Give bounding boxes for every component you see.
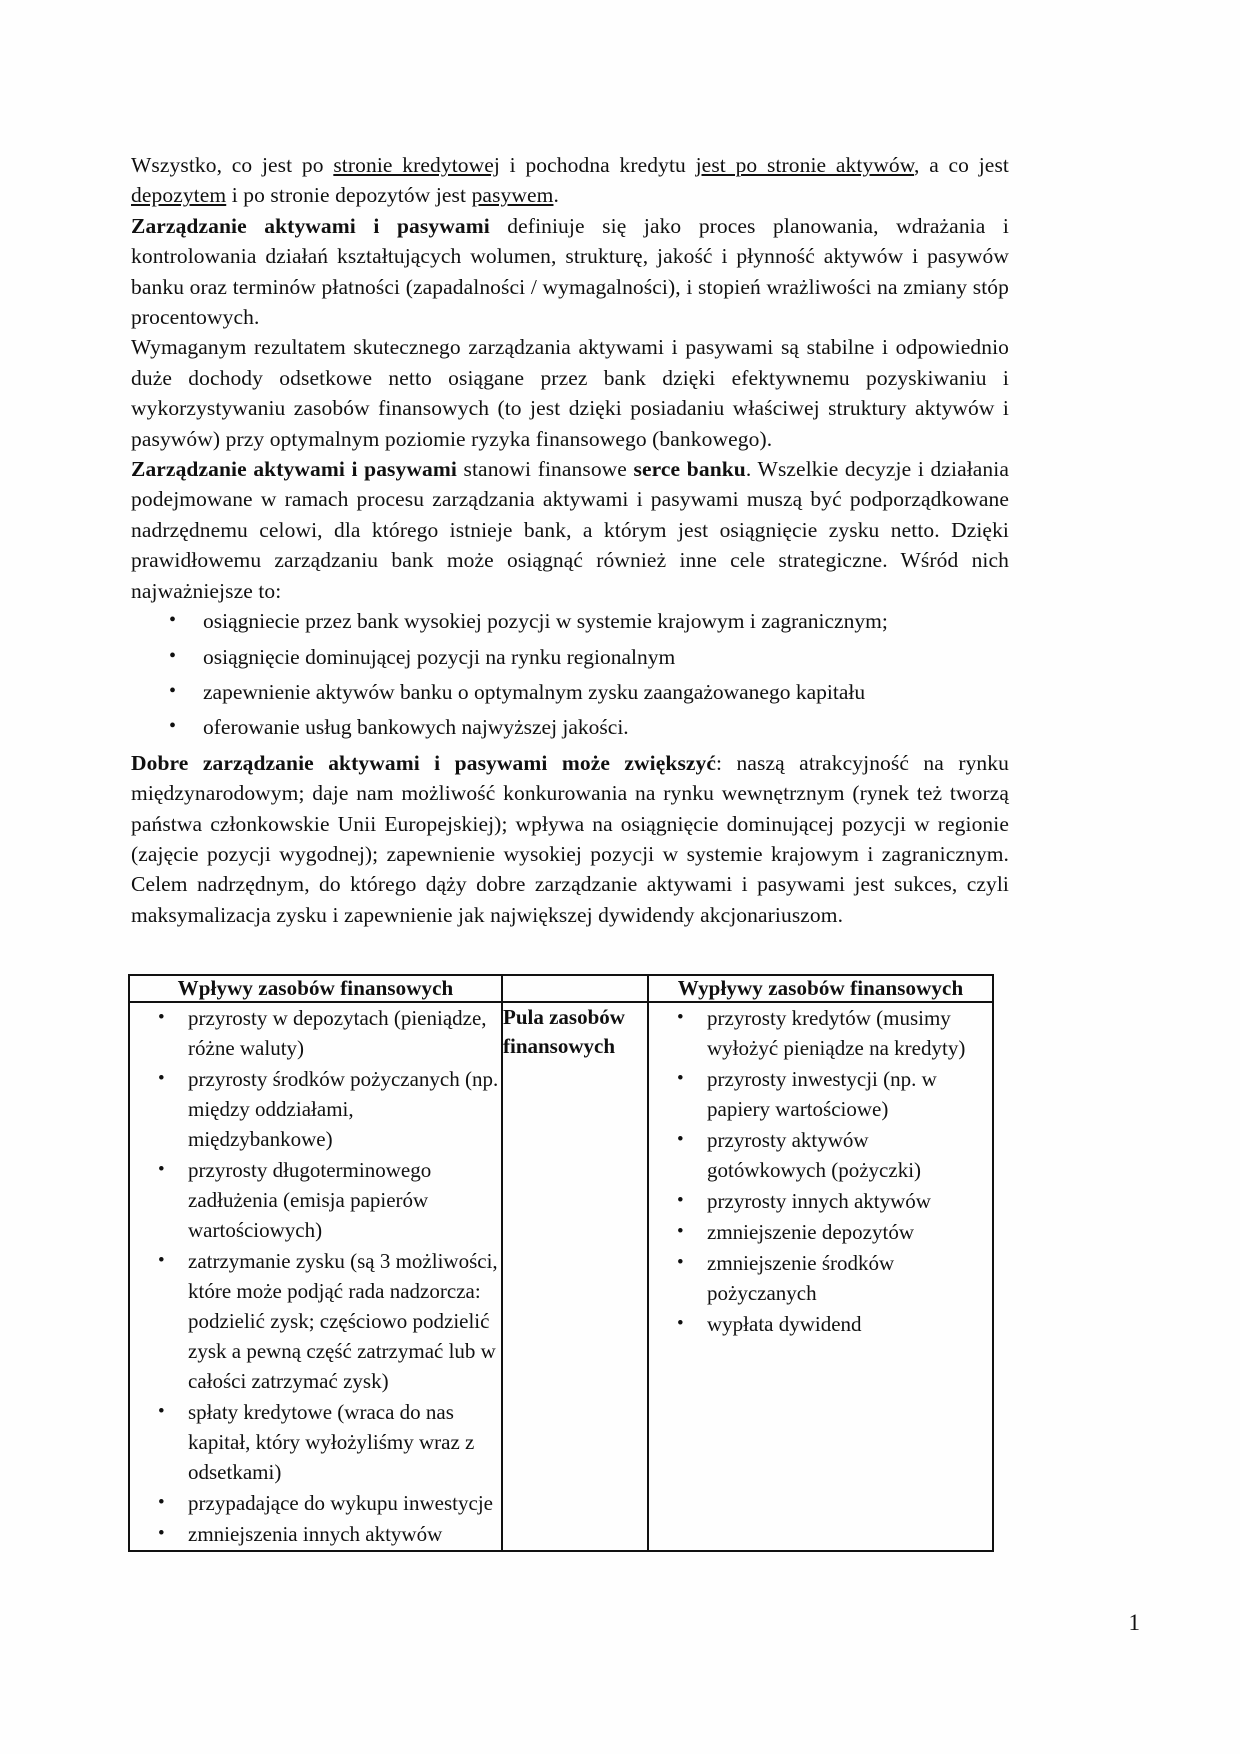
text-run-underline: depozytem: [131, 183, 227, 208]
header-outflows: Wypływy zasobów finansowych: [648, 975, 993, 1002]
text-run-underline: stronie kredytowej: [333, 153, 500, 177]
list-item: • zatrzymanie zysku (są 3 możliwości, które może podjąć rada nadzorcza: podzielić zysk; częściowo podzielić zysk a pewną część zatrzymać lub w całości zatrzymać zysk): [130, 1246, 501, 1396]
text-run-normal: definiuje się jako proces planowania, wdrażania i kontrolowania działań kształtujących wolumen, strukturę, jakość i płynność aktywów i pasywów banku oraz terminów płatności (zapadalności / wymagalności), i stopień wrażliwości na zmiany stóp procentowych.: [131, 213, 1009, 330]
cell-outflows: [648, 1002, 993, 1551]
text-run-underline: pasywem: [471, 183, 554, 208]
list-item: • przyrosty w depozytach (pieniądze, różne waluty): [130, 1003, 501, 1063]
text-run-normal: .: [553, 183, 559, 208]
paragraph-intro: [131, 150, 1009, 211]
document-body: [131, 150, 1009, 930]
list-item: • przyrosty innych aktywów: [649, 1186, 992, 1216]
text-run-normal: , a co jest: [914, 153, 1009, 177]
text-run-underline: jest po stronie aktywów: [695, 153, 915, 177]
text-run-bold: Zarządzanie aktywami i pasywami: [131, 213, 490, 238]
list-item: • oferowanie usług bankowych najwyższej jakości.: [131, 712, 1009, 742]
text-run-bold: Dobre zarządzanie aktywami i pasywami może zwiększyć: [131, 750, 717, 775]
list-item: • spłaty kredytowe (wraca do nas kapitał, który wyłożyliśmy wraz z odsetkami): [130, 1397, 501, 1487]
strategic-goals-list: [131, 606, 1009, 743]
text-run-normal: : naszą atrakcyjność na rynku międzynarodowym; daje nam możliwość konkurowania na rynku wewnętrznym (rynek też tworzą państwa członkowskie Unii Europejskiej); wpływa na osiągnięcie dominującej pozycji w regionie (zajęcie pozycji wygodnej); zapewnienie wysokiej pozycji w systemie krajowym i zagranicznym. Celem nadrzędnym, do którego dąży dobre zarządzanie aktywami i pasywami jest sukces, czyli maksymalizacja zysku i zapewnienie jak największej dywidendy akcjonariuszom.: [131, 750, 1009, 927]
inflows-list: [130, 1003, 501, 1549]
list-item: • zmniejszenie depozytów: [649, 1217, 992, 1247]
financial-resources-table: [128, 974, 994, 1552]
header-inflows: Wpływy zasobów finansowych: [129, 975, 502, 1002]
paragraph-definition: [131, 211, 1009, 333]
text-run-normal: Wszystko, co jest po: [131, 153, 334, 177]
list-item: • przypadające do wykupu inwestycje: [130, 1488, 501, 1518]
paragraph-good-management: [131, 748, 1009, 930]
resource-pool-label-line2: finansowych: [503, 1034, 616, 1058]
table-header-row: [129, 975, 993, 1002]
resource-pool-label-line1: Pula zasobów: [503, 1005, 625, 1029]
text-run-normal: i pochodna kredytu: [499, 153, 696, 177]
paragraph-heart-of-bank: [131, 454, 1009, 606]
page-number: 1: [1128, 1610, 1140, 1635]
list-item: • przyrosty długoterminowego zadłużenia (emisja papierów wartościowych): [130, 1155, 501, 1245]
list-item: • zapewnienie aktywów banku o optymalnym zysku zaangażowanego kapitału: [131, 677, 1009, 707]
text-run-bold: Zarządzanie aktywami i pasywami: [131, 457, 457, 482]
paragraph-requirements: [131, 332, 1009, 454]
list-item: • przyrosty aktywów gotówkowych (pożyczki): [649, 1125, 992, 1185]
header-middle-spacer: [502, 975, 648, 1002]
table-body-row: [129, 1002, 993, 1551]
text-run-normal: Wymaganym rezultatem skutecznego zarządzania aktywami i pasywami są stabilne i odpowiednio duże dochody odsetkowe netto osiągane przez bank dzięki efektywnemu pozyskiwaniu i wykorzystywaniu zasobów finansowych (to jest dzięki posiadaniu właściwej struktury aktywów i pasywów) przy optymalnym poziomie ryzyka finansowego (bankowego).: [131, 335, 1009, 451]
list-item: • zmniejszenia innych aktywów: [130, 1519, 501, 1549]
list-item: • wypłata dywidend: [649, 1309, 992, 1339]
list-item: • przyrosty środków pożyczanych (np. między oddziałami, międzybankowe): [130, 1064, 501, 1154]
cell-inflows: [129, 1002, 502, 1551]
outflows-list: [649, 1003, 992, 1339]
list-item: • osiągnięcie dominującej pozycji na rynku regionalnym: [131, 642, 1009, 672]
list-item: • przyrosty inwestycji (np. w papiery wartościowe): [649, 1064, 992, 1124]
text-run-bold: serce banku: [633, 457, 746, 482]
text-run-normal: stanowi finansowe: [456, 457, 634, 482]
cell-resource-pool: [502, 1002, 648, 1551]
list-item: • osiągniecie przez bank wysokiej pozycji w systemie krajowym i zagranicznym;: [131, 606, 1009, 636]
list-item: • zmniejszenie środków pożyczanych: [649, 1248, 992, 1308]
text-run-normal: . Wszelkie decyzje i działania podejmowane w ramach procesu zarządzania aktywami i pasywami muszą być podporządkowane nadrzędnemu celowi, dla którego istnieje bank, a którym jest osiągnięcie zysku netto. Dzięki prawidłowemu zarządzaniu bank może osiągnąć również inne cele strategiczne. Wśród nich najważniejsze to:: [131, 457, 1009, 603]
text-run-normal: i po stronie depozytów jest: [226, 183, 472, 208]
list-item: • przyrosty kredytów (musimy wyłożyć pieniądze na kredyty): [649, 1003, 992, 1063]
